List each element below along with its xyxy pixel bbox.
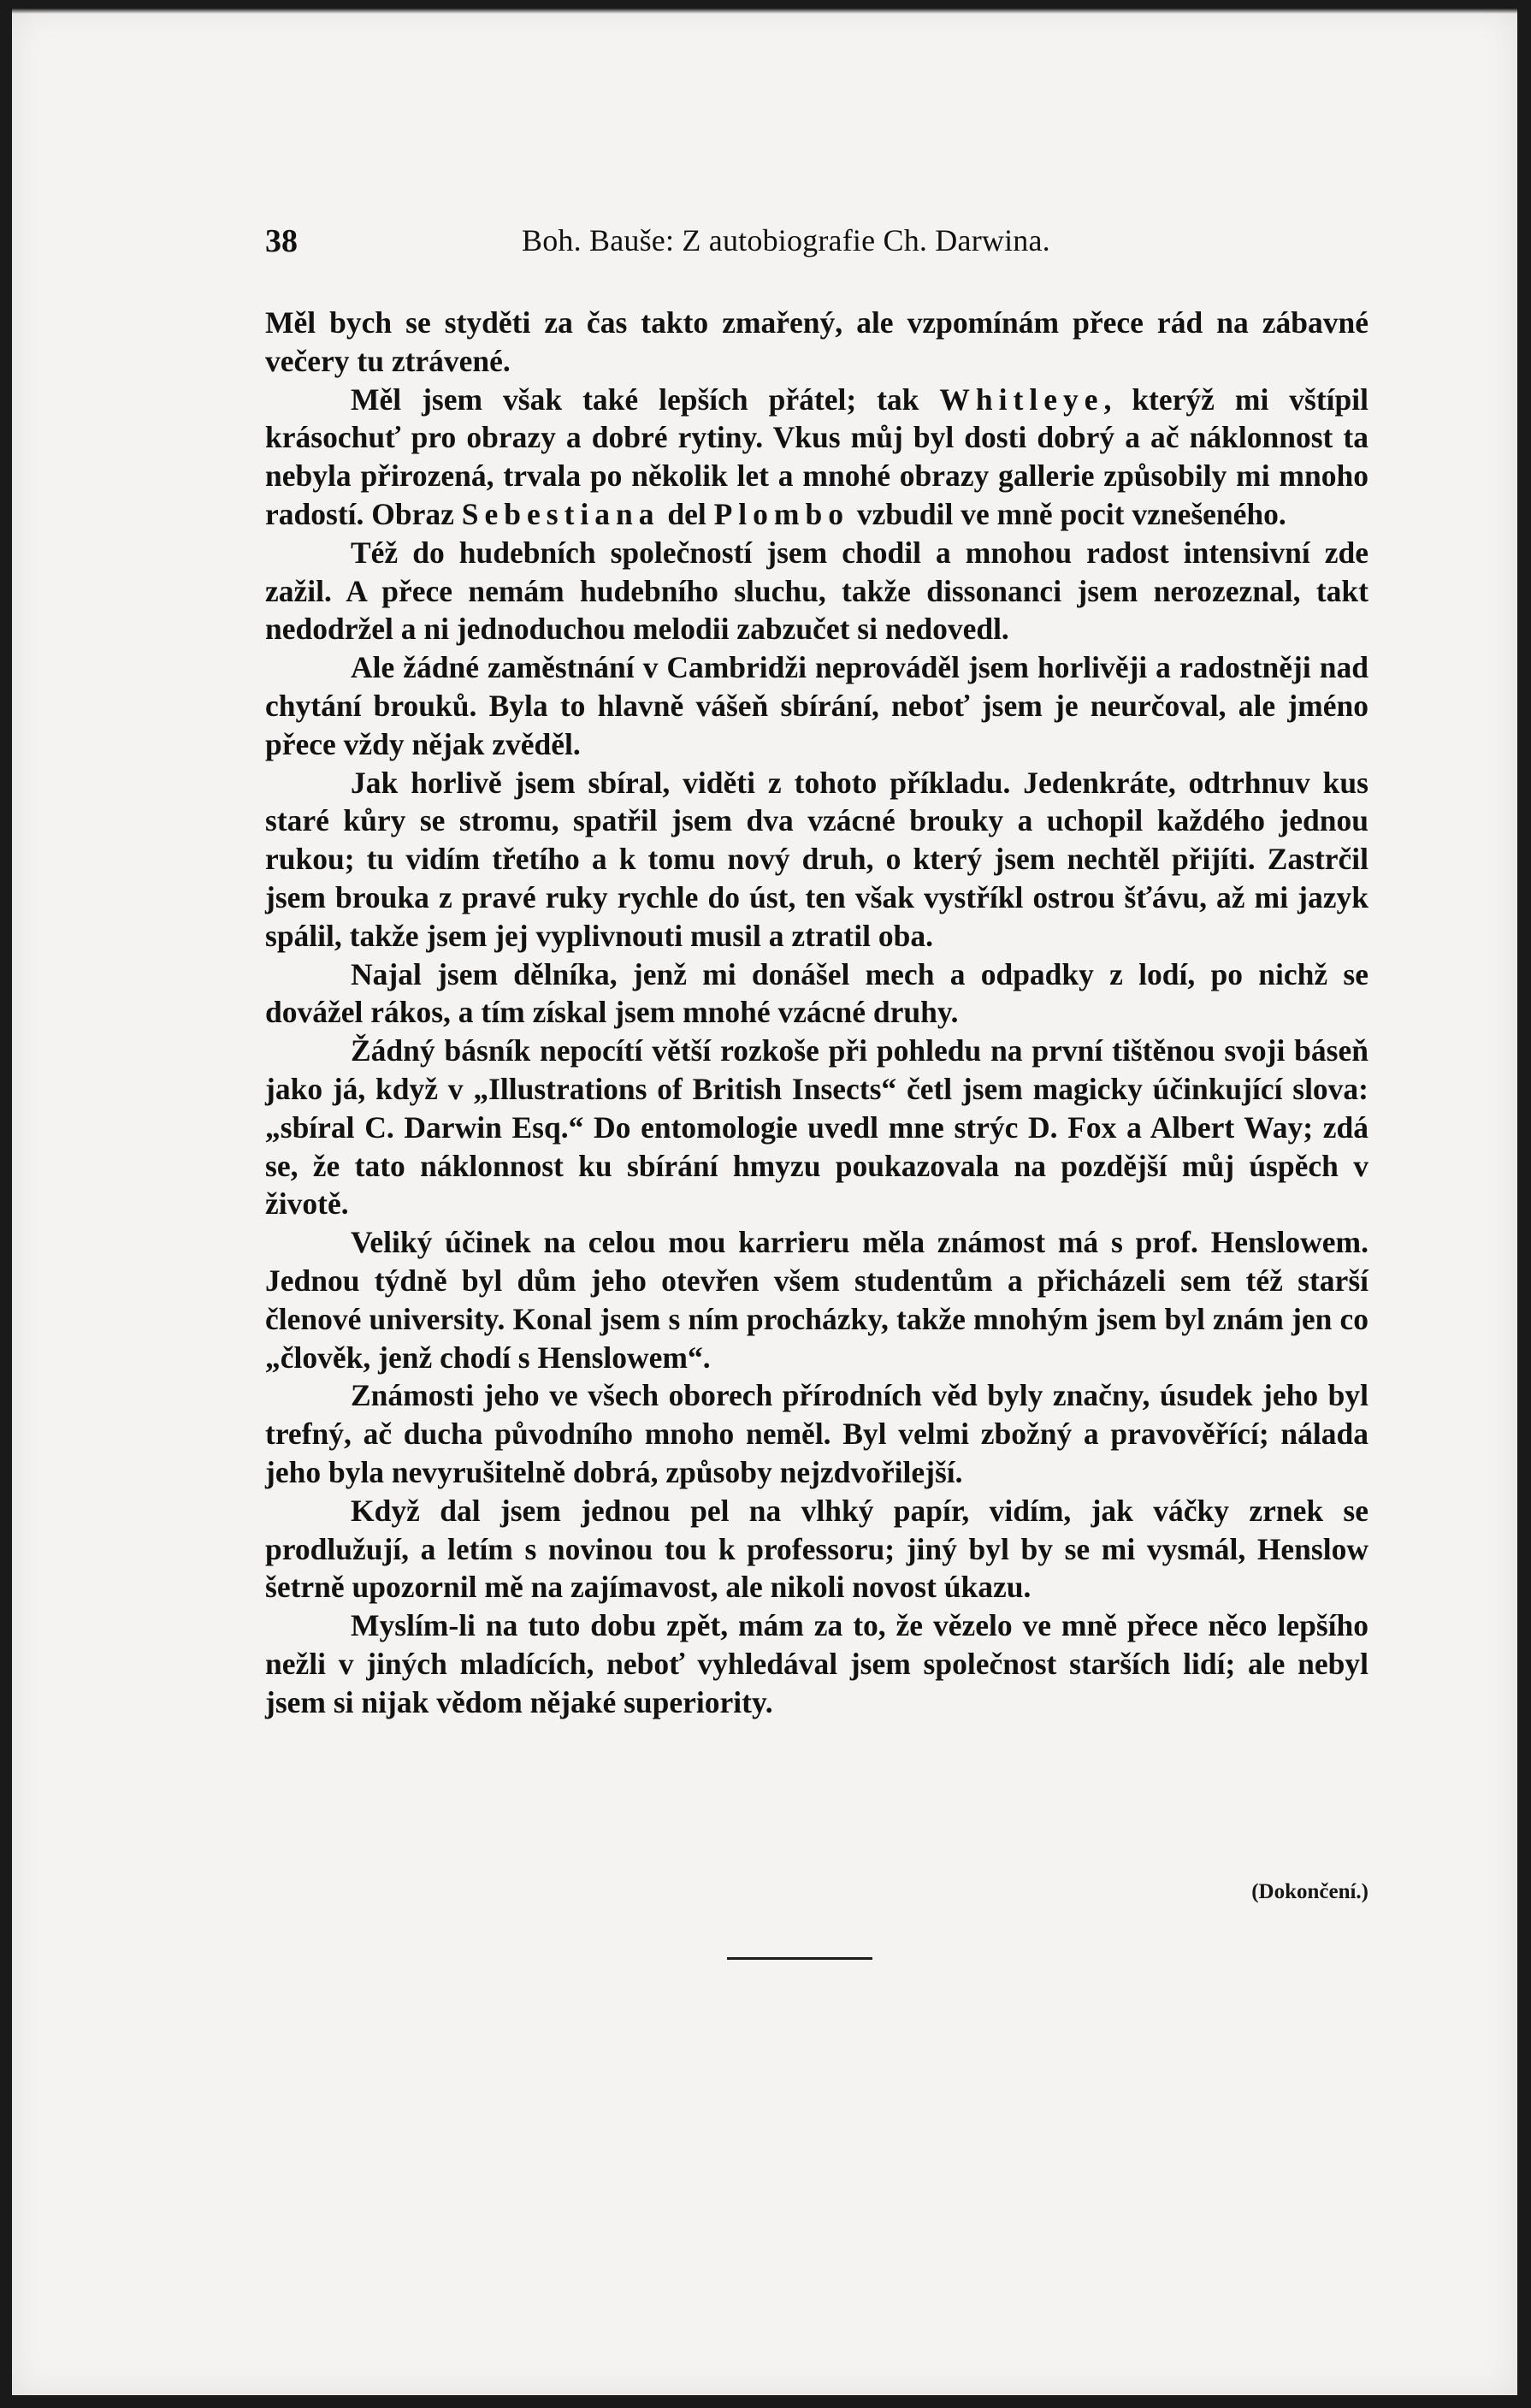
paragraph-3: Též do hudebních společností jsem chodil a mnohou radost intensivní zde zažil. A přece nemám hudebního sluchu, takže dissonanci jsem nerozeznal, takt nedodržel a ni jednoduchou melodii zabzučet si nedovedl.: [265, 535, 1368, 647]
paragraph-6: Najal jsem dělníka, jenž mi donášel mech a odpadky z lodí, po nichž se dovážel rákos, a tím získal jsem mnohé vzácné druhy.: [265, 956, 1368, 1030]
name-whitley: Whitleye: [939, 382, 1104, 417]
paragraph-2-part-d: vzbudil ve mně pocit vznešeného.: [849, 496, 1286, 531]
page-header: [265, 222, 1368, 265]
continued-note: (Dokončení.): [1251, 1880, 1368, 1903]
paragraph-4: Ale žádné zaměstnání v Cambridži neprováděl jsem horlivěji a radostněji nad chytání brouků. Byla to hlavně vášeň sbírání, neboť jsem je neurčoval, ale jméno přece vždy nějak zvěděl.: [265, 650, 1368, 761]
paragraph-7: Žádný básník nepocítí větší rozkoše při pohledu na první tištěnou svoji báseň jako já, když v „Illustrations of British Insects“ četl jsem magicky účinkující slova: „sbíral C. Darwin Esq.“ Do entomologie uvedl mne strýc D. Fox a Albert Way; zdá se, že tato náklonnost ku sbírání hmyzu poukazovala na pozdější můj úspěch v životě.: [265, 1033, 1368, 1222]
page-number: 38: [265, 223, 298, 259]
paragraph-2: [265, 381, 1368, 534]
paragraph-8: Veliký účinek na celou mou karrieru měla známost má s prof. Henslowem. Jednou týdně byl dům jeho otevřen všem studentům a přicházeli sem též starší členové university. Konal jsem s ním procházky, takže mnohým jsem byl znám jen co „člověk, jenž chodí s Henslowem“.: [265, 1225, 1368, 1375]
paragraph-2-part-a: Měl jsem však také lepších přátel; tak: [351, 382, 940, 417]
paragraph-11: Myslím-li na tuto dobu zpět, mám za to, že vězelo ve mně přece něco lepšího nežli v jiných mladících, neboť vyhledával jsem společnost starších lidí; ale nebyl jsem si nijak vědom nějaké superiority.: [265, 1608, 1368, 1719]
end-rule-divider: [727, 1957, 872, 1960]
running-title: Boh. Bauše: Z autobiografie Ch. Darwina.: [522, 223, 1050, 257]
paragraph-2-part-b: , kterýž mi vštípil krásochuť pro obrazy a dobré rytiny. Vkus můj byl dosti dobrý a ač náklonnost ta nebyla přirozená, trvala po několik let a mnohé obrazy gallerie způsobily mi mnoho radostí. Obraz: [265, 382, 1368, 531]
name-plombo: Plombo: [713, 496, 849, 531]
scan-edge-shadow: [12, 9, 1517, 14]
paragraph-9: Známosti jeho ve všech oborech přírodních věd byly značny, úsudek jeho byl trefný, ač ducha původního mnoho neměl. Byl velmi zbožný a pravověřící; nálada jeho byla nevyrušitelně dobrá, způsoby nejzdvořilejší.: [265, 1378, 1368, 1489]
paragraph-2-part-c: del: [659, 496, 714, 531]
paragraph-10: Když dal jsem jednou pel na vlhký papír, vidím, jak váčky zrnek se prodlužují, a letím s novinou tou k professoru; jiný byl by se mi vysmál, Henslow šetrně upozornil mě na zajímavost, ale nikoli novost úkazu.: [265, 1493, 1368, 1605]
name-sebestiana: Sebestiana: [461, 496, 660, 531]
book-page: [12, 9, 1517, 2395]
paragraph-1: Měl bych se styděti za čas takto zmařený, ale vzpomínám přece rád na zábavné večery tu ztrávené.: [265, 305, 1368, 378]
paragraph-5: Jak horlivě jsem sbíral, viděti z tohoto příkladu. Jedenkráte, odtrhnuv kus staré kůry se stromu, spatřil jsem dva vzácné brouky a uchopil každého jednou rukou; tu vidím třetího a k tomu nový druh, o který jsem nechtěl přijíti. Zastrčil jsem brouka z pravé ruky rychle do úst, ten však vystříkl ostrou šťávu, až mi jazyk spálil, takže jsem jej vyplivnouti musil a ztratil oba.: [265, 765, 1368, 953]
body-text: [265, 304, 1368, 1721]
